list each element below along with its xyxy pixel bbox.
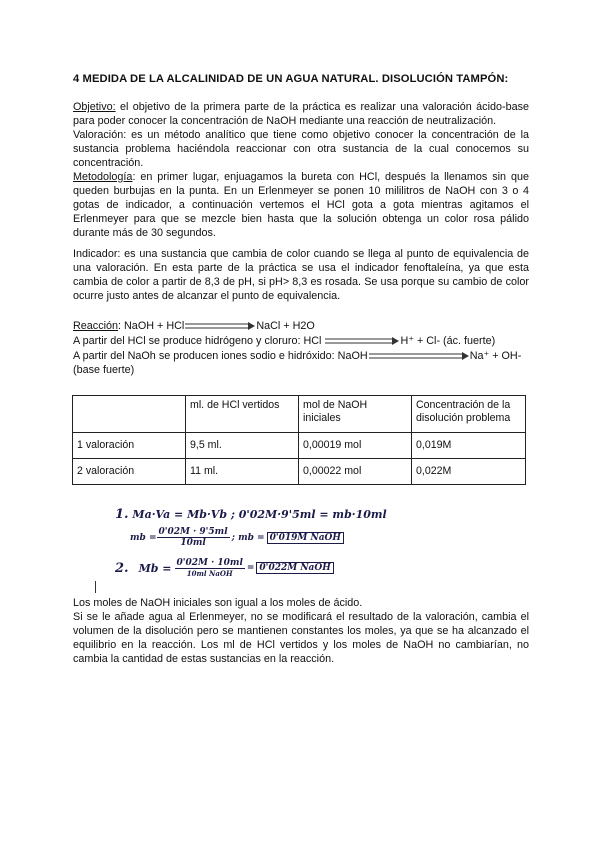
naoh-line — [73, 350, 521, 364]
hcl-line-right: H⁺ + Cl- (ác. fuerte) — [400, 335, 496, 347]
table-header-row — [73, 396, 526, 433]
handwritten-line-2 — [130, 527, 344, 548]
objetivo-text: el objetivo de la primera parte de la práctica es realizar una valoración ácido-base para poder conocer la concentración de NaOH mediante una reacción de neutralización. — [73, 101, 529, 127]
objetivo-paragraph — [73, 101, 529, 129]
hw-mb-eq: ; mb = — [231, 532, 265, 543]
table-cell: 9,5 ml. — [186, 433, 299, 459]
metodologia-text: : en primer lugar, enjuagamos la bureta con HCl, después la llenamos sin que queden burbujas en la punta. En un Erlenmeyer se ponen 10 mililitros de NaOH con 3 o 4 gotas de indicador, a continuación vertemos el HCl gota a gota mientras agitamos el Erlenmeyer para que se mezcle bien hasta que la solución obtenga un color rosa pálido durante más de 30 segundos. — [73, 171, 529, 239]
table-cell: 1 valoración — [73, 433, 186, 459]
table-row — [73, 433, 526, 459]
table-cell: 0,00019 mol — [299, 433, 412, 459]
hw-fraction-2-den: 10ml NaOH — [186, 569, 233, 578]
hw-mb-label: mb = — [130, 532, 157, 543]
hw-fraction-2 — [175, 558, 245, 578]
hw-fraction-1-num: 0'02M · 9'5ml — [158, 527, 228, 537]
table-header-cell: Concentración de la disolución problema — [412, 396, 526, 433]
hw-result-2-box: 0'022M NaOH — [256, 562, 333, 574]
conclusion-paragraph-1: Los moles de NaOH iniciales son igual a los moles de ácido. — [73, 597, 363, 609]
hcl-line-left: A partir del HCl se produce hidrógeno y cloruro: HCl — [73, 335, 325, 347]
handwritten-line-3 — [115, 558, 334, 578]
results-table — [72, 395, 526, 485]
naoh-line-right: Na⁺ + OH- — [469, 350, 522, 362]
table-header-cell: mol de NaOH iniciales — [299, 396, 412, 433]
reaccion-line — [73, 320, 315, 334]
naoh-arrow-icon — [368, 352, 470, 360]
hw-step-2-number: 2. — [115, 560, 129, 576]
metodologia-paragraph — [73, 171, 529, 241]
hw-equation-1: Ma·Va = Mb·Vb ; 0'02M·9'5ml = mb·10ml — [132, 508, 387, 521]
page-title: 4 MEDIDA DE LA ALCALINIDAD DE UN AGUA NATURAL. DISOLUCIÓN TAMPÓN: — [73, 73, 509, 85]
table-cell: 0,022M — [412, 459, 526, 485]
hw-result-1-box: 0'019M NaOH — [267, 532, 344, 544]
valoracion-paragraph: Valoración: es un método analítico que tiene como objetivo conocer la concentración de la sustancia problema haciéndola reaccionar con otra sustancia de la cual conocemos su concentración. — [73, 129, 529, 169]
hw-fraction-1-den: 10ml — [180, 538, 206, 548]
hcl-arrow-icon — [324, 337, 400, 345]
reaction-arrow-icon — [184, 322, 256, 330]
handwritten-line-1 — [115, 507, 387, 522]
reaccion-label: Reacción — [73, 320, 119, 332]
naoh-line-left: A partir del NaOh se producen iones sodio e hidróxido: NaOH — [73, 350, 368, 362]
hw-fraction-2-num: 0'02M · 10ml — [176, 558, 243, 568]
table-cell: 0,019M — [412, 433, 526, 459]
hw-fraction-1 — [157, 527, 230, 548]
hw-equals: = — [246, 563, 255, 573]
table-header-cell — [73, 396, 186, 433]
text-cursor — [95, 581, 96, 593]
conclusion-paragraph-2: Si se le añade agua al Erlenmeyer, no se modificará el resultado de la valoración, cambia el volumen de la disolución pero se mantienen constantes los moles, ya que se ha alcanzado el equilibrio en la reacción. Los ml de HCl vertidos y los moles de NaOH no cambiarían, no cambia la cantidad de estas sustancias en la reacción. — [73, 611, 529, 665]
table-row — [73, 459, 526, 485]
objetivo-label: Objetivo: — [73, 101, 116, 113]
table-cell: 11 ml. — [186, 459, 299, 485]
reaccion-left: : NaOH + HCl — [118, 320, 185, 332]
reaccion-right: NaCl + H2O — [256, 320, 315, 332]
indicador-paragraph: Indicador: es una sustancia que cambia de color cuando se llega al punto de equivalencia de una valoración. En esta parte de la práctica se usa el indicador fenoftaleína, ya que esta cambia de color a partir de 8,3 de pH, si pH> 8,3 es rosada. Se usa porque su cambio de color ocurre justo antes de alcanzar el punto de equivalencia. — [73, 248, 529, 302]
table-cell: 0,00022 mol — [299, 459, 412, 485]
hw-mb2-label: Mb = — [138, 561, 172, 575]
table-cell: 2 valoración — [73, 459, 186, 485]
hw-step-1-number: 1. — [115, 507, 129, 522]
table-header-cell: ml. de HCl vertidos — [186, 396, 299, 433]
metodologia-label: Metodología — [73, 171, 133, 183]
naoh-line-cont: (base fuerte) — [73, 364, 135, 376]
hcl-line — [73, 335, 495, 349]
